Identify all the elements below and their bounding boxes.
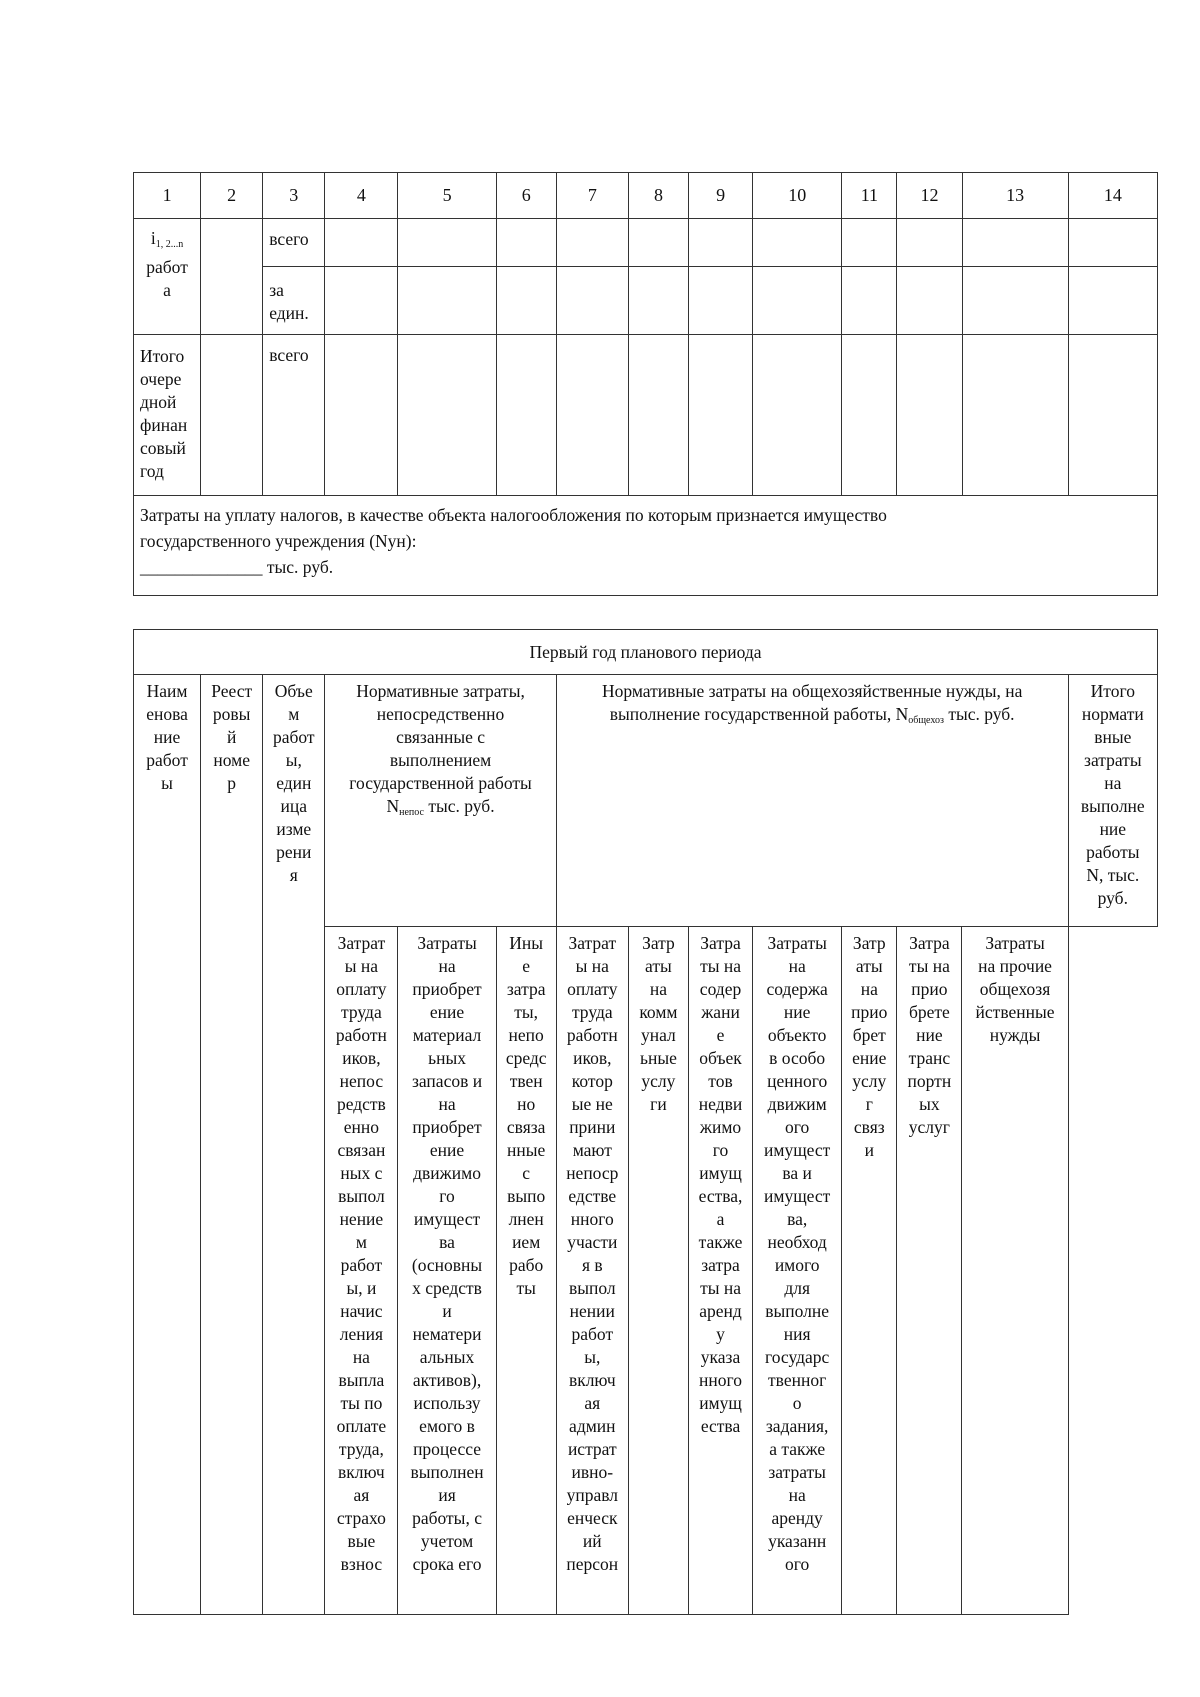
text-line: объекто	[767, 1025, 827, 1045]
column-number-row	[134, 173, 1158, 219]
text-line: истрат	[567, 1439, 617, 1459]
text-line: иков,	[342, 1048, 381, 1068]
text-line: затра	[701, 1255, 740, 1275]
text-line: работ	[146, 257, 188, 277]
text-line: труда	[341, 1002, 382, 1022]
text-line: оплате	[336, 1416, 387, 1436]
text-line: ивно-	[571, 1462, 614, 1482]
column-number: 10	[753, 173, 842, 219]
text-line: начис	[340, 1301, 383, 1321]
sub-col-staff-indirect	[556, 927, 628, 1615]
text-line: за	[269, 280, 284, 300]
text-line: приобрет	[412, 979, 482, 999]
text-line: ты на	[700, 1278, 741, 1298]
text-line: имущ	[699, 1163, 742, 1183]
text-line: движим	[767, 1094, 827, 1114]
text-line: выпол	[338, 1186, 385, 1206]
text-line: ием	[512, 1232, 541, 1252]
text-line: твен	[509, 1071, 543, 1091]
text-line: го	[439, 1186, 455, 1206]
column-number: 1	[134, 173, 201, 219]
text-line: выпо	[507, 1186, 546, 1206]
column-number: 12	[897, 173, 962, 219]
text-line: работ	[340, 1255, 383, 1275]
text-line: ги	[650, 1094, 667, 1114]
column-number: 6	[496, 173, 556, 219]
text-line: учетом	[420, 1531, 474, 1551]
col-work-volume: Объе м работ ы, един ица изме рени я	[263, 675, 325, 1615]
text-line: мают	[572, 1140, 612, 1160]
text-line: ы,	[584, 1347, 601, 1367]
col-registry-number: Реест ровы й номе р	[201, 675, 263, 1615]
text-line: аренд	[699, 1301, 742, 1321]
text-line: на	[860, 979, 878, 999]
text-line: указанн	[768, 1531, 827, 1551]
text-line: непо	[508, 1025, 544, 1045]
column-number: 4	[325, 173, 398, 219]
column-number: 11	[842, 173, 897, 219]
text-line: нного	[570, 1209, 614, 1229]
text-line: ва и	[782, 1163, 812, 1183]
text-line: нные	[507, 1140, 546, 1160]
text-line: объек	[699, 1048, 742, 1068]
text-line: нематери	[412, 1324, 482, 1344]
text-line: ение	[852, 1048, 887, 1068]
year-total-label	[134, 335, 201, 496]
text-line: непоср	[566, 1163, 619, 1183]
text-line: год	[140, 461, 164, 481]
text-line: государс	[765, 1347, 830, 1367]
text-line: едстве	[568, 1186, 617, 1206]
text-line: имого	[774, 1255, 820, 1275]
text-line: Затраты	[985, 933, 1045, 953]
work-total-row	[134, 219, 1158, 267]
text-line: с	[522, 1163, 531, 1183]
text-line: труда	[571, 1002, 613, 1022]
planning-period-table	[133, 629, 1158, 1615]
text-line: участи	[567, 1232, 618, 1252]
per-unit-label	[263, 267, 325, 335]
text-line: транс	[908, 1048, 951, 1068]
text-line: Затр	[852, 933, 886, 953]
text-line: работн	[566, 1025, 618, 1045]
text-line: унал	[641, 1025, 676, 1045]
total-label: всего	[263, 335, 325, 496]
text-line: ления	[339, 1324, 384, 1344]
text-line: ение	[429, 1140, 465, 1160]
text-line: ты,	[514, 1002, 539, 1022]
text-line: прио	[851, 1002, 888, 1022]
text-line: ия	[438, 1485, 456, 1505]
text-line: связан	[337, 1140, 386, 1160]
text-line: ______________ тыс. руб.	[140, 557, 334, 577]
text-line: очере	[140, 369, 182, 389]
text-line: ая	[353, 1485, 370, 1505]
text-line: брете	[908, 1002, 950, 1022]
text-line: админ	[569, 1416, 616, 1436]
text-line: содержа	[766, 979, 828, 999]
year-total-row	[134, 335, 1158, 496]
text-line: аты	[645, 956, 672, 976]
text-line: выпла	[338, 1370, 385, 1390]
group-direct-costs: Нормативные затраты, непосредственно связанные с выполнением государственной работы $N_{непос}$ тыс. руб.	[325, 675, 556, 927]
text-line: Затраты	[417, 933, 477, 953]
text-line: ение	[429, 1002, 465, 1022]
text-line: тов	[708, 1071, 733, 1091]
sub-col-staff-direct	[325, 927, 398, 1615]
text-line: един.	[269, 303, 309, 323]
text-line: (основны	[411, 1255, 483, 1275]
text-line: ий	[582, 1531, 602, 1551]
text-line: емого в	[419, 1416, 475, 1436]
text-line: выпол	[568, 1278, 616, 1298]
text-line: альных	[419, 1347, 475, 1367]
text-line: Затраты на уплату налогов, в качестве объекта налогообложения по которым признается имущество	[140, 505, 887, 525]
column-number: 9	[689, 173, 753, 219]
registry-cell	[201, 219, 263, 335]
group-general-costs: Нормативные затраты на общехозяйственные нужды, на выполнение государственной работы, $N_{общехоз}$ тыс. руб.	[556, 675, 1068, 927]
text-line: ва	[439, 1232, 455, 1252]
text-line: х средств	[412, 1278, 482, 1298]
text-line: труда,	[338, 1439, 384, 1459]
column-number: 8	[628, 173, 688, 219]
text-line: оплату	[567, 979, 618, 999]
text-line: а также	[769, 1439, 826, 1459]
text-line: е	[522, 956, 531, 976]
text-line: выполнен	[410, 1462, 484, 1482]
col-total-normative: Итого нормати вные затраты на выполне ние работы N, тыс. руб.	[1068, 675, 1157, 927]
text-line: лнен	[508, 1209, 544, 1229]
text-line: услу	[852, 1071, 887, 1091]
text-line: комм	[639, 1002, 678, 1022]
text-line: Ины	[509, 933, 544, 953]
text-line: нении	[569, 1301, 615, 1321]
text-line: государственного учреждения (Nун):	[140, 531, 417, 551]
text-line: ты на	[700, 956, 741, 976]
text-line: Затра	[909, 933, 950, 953]
text-line: персон	[566, 1554, 619, 1574]
text-line: ных с	[340, 1163, 383, 1183]
cost-table-part	[133, 172, 1158, 596]
text-line: на прочие	[978, 956, 1052, 976]
text-line: имущест	[764, 1140, 831, 1160]
text-line: содер	[699, 979, 742, 999]
text-line: Затр	[642, 933, 675, 953]
text-line: ы на	[575, 956, 609, 976]
work-label-cell	[134, 219, 201, 335]
text-line: енно	[343, 1117, 380, 1137]
text-line: затраты	[768, 1462, 826, 1482]
text-line: го	[712, 1140, 729, 1160]
text-line: ые не	[571, 1094, 613, 1114]
text-line: иков,	[573, 1048, 612, 1068]
text-line: жани	[701, 1002, 740, 1022]
text-line: включ	[338, 1462, 385, 1482]
column-number: 7	[556, 173, 628, 219]
text-line: ьных	[428, 1048, 466, 1068]
text-line: портн	[907, 1071, 952, 1091]
sub-col-materials	[398, 927, 496, 1615]
sub-col-utilities	[628, 927, 688, 1615]
text-line: ы, и	[346, 1278, 377, 1298]
text-line: материал	[412, 1025, 482, 1045]
text-line: работн	[335, 1025, 387, 1045]
text-line: ты	[516, 1278, 536, 1298]
text-line: и	[442, 1301, 452, 1321]
text-line: аренду	[771, 1508, 823, 1528]
sub-col-communication	[842, 927, 897, 1615]
text-line: у	[716, 1324, 725, 1344]
text-line: Затраты	[767, 933, 827, 953]
text-line: совый	[140, 438, 186, 458]
text-line: на	[438, 1094, 456, 1114]
text-line: в особо	[769, 1048, 826, 1068]
text-line: запасов и	[411, 1071, 483, 1091]
text-line: для	[784, 1278, 810, 1298]
text-line: на	[438, 956, 456, 976]
text-line: движимо	[413, 1163, 481, 1183]
text-line: нение	[339, 1209, 384, 1229]
text-line: котор	[571, 1071, 613, 1091]
text-line: енческ	[567, 1508, 618, 1528]
text-line: нужды	[989, 1025, 1041, 1045]
text-line: е	[716, 1025, 725, 1045]
text-line: также	[698, 1232, 743, 1252]
text-line: а	[163, 280, 171, 300]
text-line: ьные	[639, 1048, 677, 1068]
text-line: работ	[571, 1324, 614, 1344]
text-line: рабо	[509, 1255, 544, 1275]
text-line: Затра	[700, 933, 741, 953]
text-line: ва,	[787, 1209, 808, 1229]
sub-col-other-direct	[496, 927, 556, 1615]
tax-note	[134, 496, 1158, 596]
text-line: Затрат	[568, 933, 617, 953]
total-label: всего	[263, 219, 325, 267]
tax-note-row	[134, 496, 1158, 596]
text-line: нного	[699, 1370, 743, 1390]
text-line: на	[352, 1347, 370, 1367]
text-line: и	[864, 1140, 874, 1160]
text-line: я в	[581, 1255, 603, 1275]
text-line: но	[517, 1094, 536, 1114]
text-line: брет	[852, 1025, 886, 1045]
text-line: услуг	[908, 1117, 950, 1137]
text-line: указа	[700, 1347, 741, 1367]
text-line: редств	[336, 1094, 386, 1114]
text-line: ы на	[344, 956, 379, 976]
work-index: $i_{1, 2...n}$	[150, 228, 184, 250]
text-line: непос	[339, 1071, 384, 1091]
text-line: включ	[568, 1370, 616, 1390]
text-line: а	[716, 1209, 725, 1229]
text-line: прио	[911, 979, 948, 999]
sub-col-transport	[897, 927, 962, 1615]
text-line: ты по	[340, 1393, 383, 1413]
text-line: ние	[783, 1002, 811, 1022]
text-line: твенног	[768, 1370, 827, 1390]
text-line: аты	[855, 956, 883, 976]
text-line: использу	[413, 1393, 481, 1413]
text-line: необход	[767, 1232, 827, 1252]
text-line: ества,	[698, 1186, 743, 1206]
work-per-unit-row	[134, 267, 1158, 335]
column-number: 3	[263, 173, 325, 219]
text-line: оплату	[336, 979, 387, 999]
text-line: взнос	[340, 1554, 383, 1574]
text-line: ества	[700, 1416, 741, 1436]
group-header-row	[134, 675, 1158, 927]
text-line: связ	[853, 1117, 885, 1137]
text-line: страхо	[336, 1508, 386, 1528]
text-line: имущест	[413, 1209, 481, 1229]
text-line: активов),	[412, 1370, 482, 1390]
text-line: вые	[347, 1531, 376, 1551]
text-line: имущ	[699, 1393, 742, 1413]
text-line: ние	[916, 1025, 943, 1045]
text-line: о	[792, 1393, 802, 1413]
text-line: м	[355, 1232, 367, 1252]
text-line: процессе	[413, 1439, 482, 1459]
text-line: выполне	[765, 1301, 830, 1321]
text-line: дной	[140, 392, 177, 412]
text-line: работы, с	[412, 1508, 482, 1528]
column-number: 2	[201, 173, 263, 219]
text-line: финан	[140, 415, 188, 435]
table-title: Первый год планового периода	[134, 630, 1158, 675]
text-line: ты на	[908, 956, 950, 976]
title-row	[134, 630, 1158, 675]
text-line: затра	[506, 979, 546, 999]
col-work-name: Наим енова ние работ ы	[134, 675, 201, 1615]
text-line: общехозя	[979, 979, 1051, 999]
text-line: йственные	[975, 1002, 1055, 1022]
text-line: задания,	[765, 1416, 829, 1436]
text-line: управл	[566, 1485, 618, 1505]
text-line: срока его	[412, 1554, 482, 1574]
text-line: ого	[785, 1117, 810, 1137]
column-number: 5	[398, 173, 496, 219]
total-col-continuation	[1068, 927, 1157, 1615]
sub-col-other-general	[962, 927, 1068, 1615]
text-line: ценного	[767, 1071, 828, 1091]
text-line: ых	[919, 1094, 940, 1114]
text-line: средс	[505, 1048, 547, 1068]
text-line: ния	[783, 1324, 811, 1344]
text-line: Итого	[140, 346, 185, 366]
text-line: приобрет	[412, 1117, 482, 1137]
text-line: жимо	[699, 1117, 742, 1137]
text-line: прини	[569, 1117, 616, 1137]
text-line: на	[788, 956, 806, 976]
text-line: г	[865, 1094, 873, 1114]
text-line: связа	[506, 1117, 546, 1137]
text-line: Затрат	[337, 933, 386, 953]
text-line: имущест	[764, 1186, 831, 1206]
sub-col-valuable-property	[753, 927, 842, 1615]
text-line: услу	[641, 1071, 676, 1091]
text-line: ая	[584, 1393, 601, 1413]
text-line: на	[788, 1485, 806, 1505]
column-number: 14	[1068, 173, 1157, 219]
text-line: недви	[698, 1094, 743, 1114]
text-line: ого	[785, 1554, 810, 1574]
text-line: на	[649, 979, 667, 999]
column-number: 13	[962, 173, 1068, 219]
sub-col-real-estate	[688, 927, 752, 1615]
